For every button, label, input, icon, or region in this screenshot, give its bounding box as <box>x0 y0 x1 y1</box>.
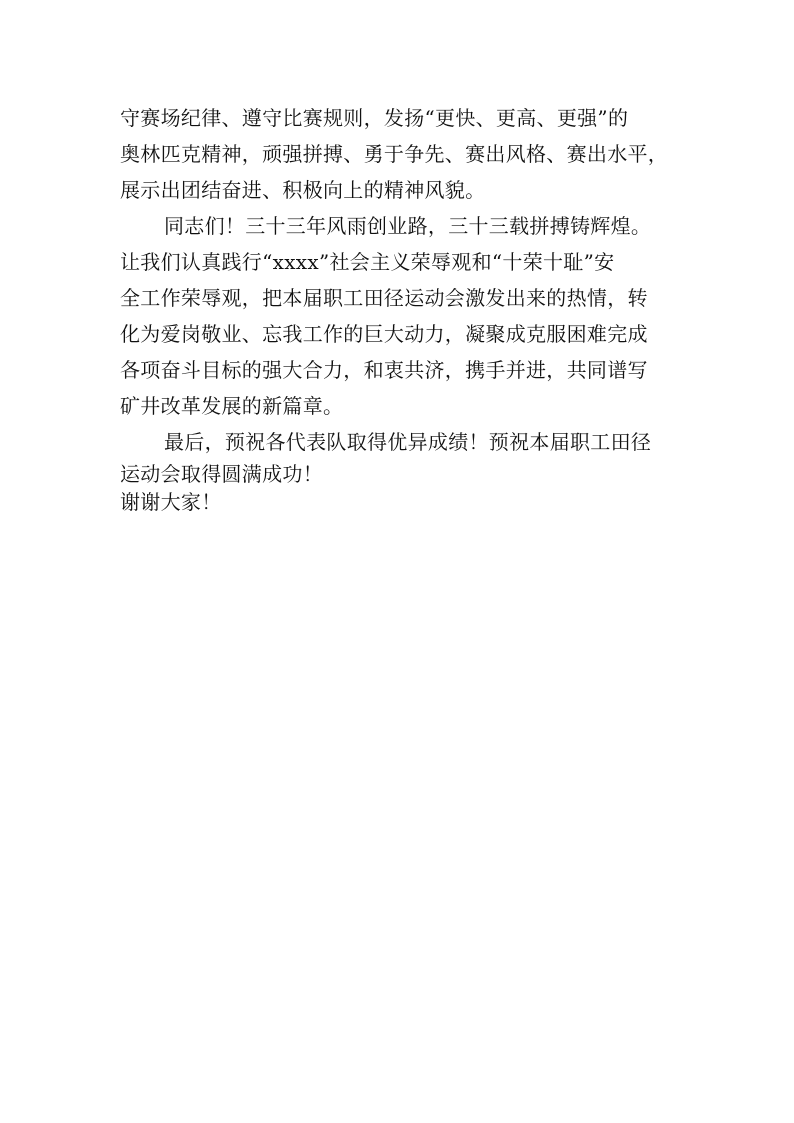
text-line: 矿井改革发展的新篇章。 <box>120 394 344 418</box>
text-line: 全工作荣辱观，把本届职工田径运动会激发出来的热情，转 <box>120 286 648 310</box>
text-line: 奥林匹克精神，顽强拼搏、勇于争先、赛出风格、赛出水平， <box>120 142 669 166</box>
text-line: 化为爱岗敬业、忘我工作的巨大动力，凝聚成克服困难完成 <box>120 322 648 346</box>
text-line: 各项奋斗目标的强大合力，和衷共济，携手并进，共同谱写 <box>120 358 648 382</box>
closing-line: 谢谢大家！ <box>120 490 222 514</box>
paragraph-start-line: 同志们！三十三年风雨创业路，三十三载拼搏铸辉煌。 <box>164 214 652 238</box>
paragraph-start-line: 最后，预祝各代表队取得优异成绩！预祝本届职工田径 <box>164 430 652 454</box>
text-line: 展示出团结奋进、积极向上的精神风貌。 <box>120 178 486 202</box>
text-line: 运动会取得圆满成功！ <box>120 462 323 486</box>
text-line: 让我们认真践行“xxxx”社会主义荣辱观和“十荣十耻”安 <box>120 250 615 274</box>
text-line: 守赛场纪律、遵守比赛规则，发扬“更快、更高、更强”的 <box>120 106 629 130</box>
speech-text <box>120 100 676 516</box>
